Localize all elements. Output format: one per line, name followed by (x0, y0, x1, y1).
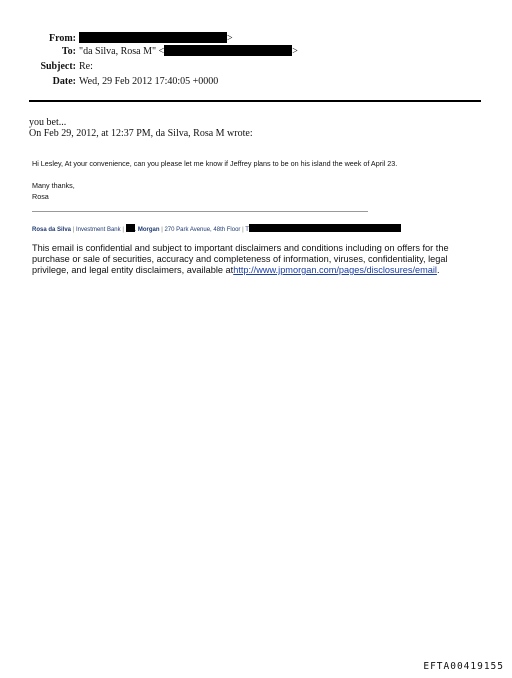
disclaimer-text: This email is confidential and subject to important disclaimers and conditions including on offers for the purchase or sale of securities, accuracy and completeness of information, viruses, confidentiality, legal privilege, and legal entity disclaimers, available at (32, 243, 449, 275)
subject-label: Subject: (40, 61, 76, 72)
to-suffix: > (292, 46, 298, 57)
signature-divider (32, 211, 368, 212)
from-value (79, 32, 233, 45)
signature-phone-prefix: T (245, 227, 249, 233)
signature-department: Investment Bank (75, 227, 121, 233)
date-label: Date: (52, 76, 76, 87)
signature-separator: | (72, 227, 75, 233)
from-label: From: (48, 33, 76, 44)
to-value (79, 45, 298, 58)
disclaimer-end: . (436, 265, 440, 275)
redaction-block (164, 45, 292, 56)
from-row (0, 32, 512, 45)
redaction-block (126, 224, 135, 232)
quoted-signoff-name: Rosa (32, 192, 49, 201)
signature-address: 270 Park Avenue, 48th Floor (164, 227, 241, 233)
header-divider (29, 100, 481, 102)
email-signature: Rosa da Silva | Investment Bank | . Morgan | 270 Park Avenue, 48th Floor | T (32, 224, 401, 234)
date-value: Wed, 29 Feb 2012 17:40:05 +0000 (79, 76, 219, 87)
reply-line: you bet... (29, 117, 67, 128)
to-label: To: (61, 46, 76, 57)
to-row (0, 45, 512, 58)
document-id: EFTA00419155 (423, 661, 504, 672)
quoted-closing: Many thanks, (32, 181, 75, 190)
legal-disclaimer (32, 243, 484, 276)
quoted-message-body: Hi Lesley, At your convenience, can you please let me know if Jeffrey plans to be on his island the week of April 23. (32, 159, 398, 168)
subject-value: Re: (79, 61, 93, 72)
reply-body (29, 117, 253, 139)
subject-row (0, 60, 512, 73)
disclosures-link[interactable]: http://www.jpmorgan.com/pages/disclosures/email (233, 265, 437, 275)
quote-attribution: On Feb 29, 2012, at 12:37 PM, da Silva, Rosa M wrote: (29, 128, 253, 139)
date-row (0, 75, 512, 88)
redaction-block (249, 224, 401, 232)
signature-firm: Morgan (137, 227, 160, 233)
signature-separator: | (242, 227, 244, 233)
signature-separator: | (161, 227, 163, 233)
to-name: "da Silva, Rosa M" < (79, 46, 165, 57)
from-suffix: > (227, 33, 233, 44)
signature-separator: | (122, 227, 124, 233)
redaction-block (79, 32, 227, 43)
signature-name: Rosa da Silva (32, 227, 72, 233)
